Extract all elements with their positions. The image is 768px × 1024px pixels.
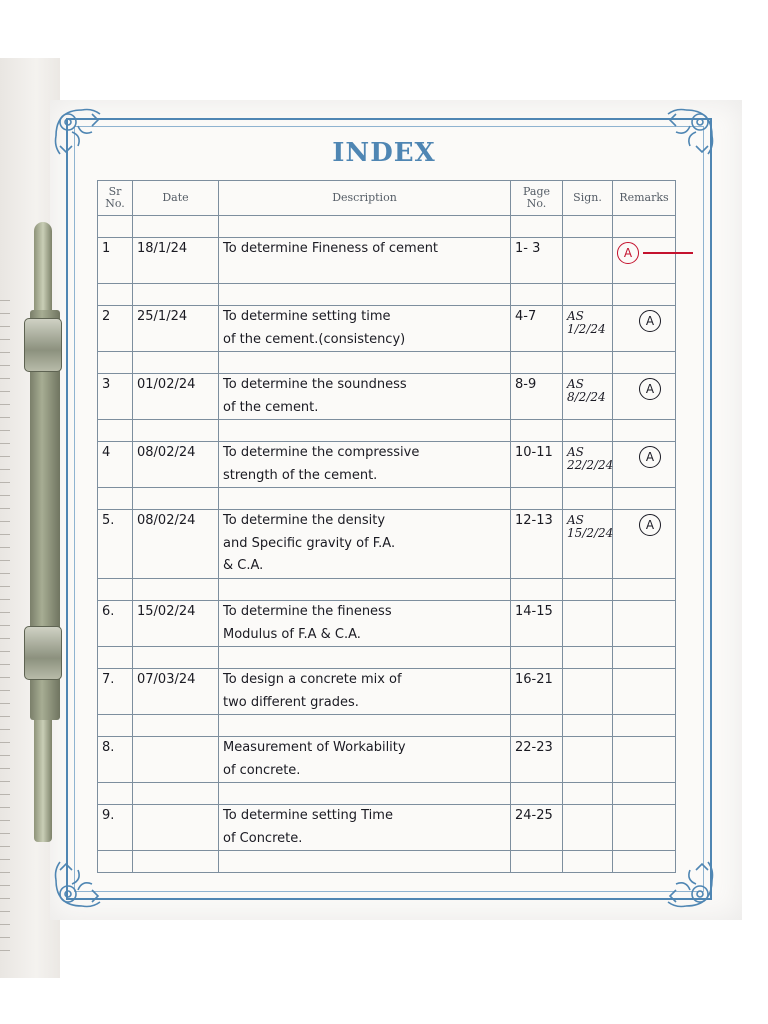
description-line: two different grades. <box>223 694 359 710</box>
header-sign: Sign. <box>563 181 613 216</box>
signature-initials: AS <box>567 377 584 391</box>
file-clip-clamp <box>24 626 62 680</box>
signature-date: 15/2/24 <box>567 526 614 540</box>
cell-remarks <box>613 442 676 488</box>
table-header-row <box>98 181 676 216</box>
remark-underline <box>643 252 693 254</box>
table-spacer-row <box>98 783 676 805</box>
cell-sr-no: 3 <box>98 374 133 420</box>
cell-sign <box>563 669 613 715</box>
cell-remarks <box>613 737 676 783</box>
cell-page-no: 22-23 <box>511 737 563 783</box>
cell-page-no: 4-7 <box>511 306 563 352</box>
table-row <box>98 374 676 420</box>
remark-grade-mark: A <box>639 514 661 536</box>
signature-date: 1/2/24 <box>567 322 606 336</box>
description-line: To determine the fineness <box>223 604 392 619</box>
table-row <box>98 601 676 647</box>
table-row <box>98 238 676 284</box>
cell-sign <box>563 601 613 647</box>
description-line: To determine Fineness of cement <box>223 241 439 256</box>
description-line: of the cement. <box>223 399 319 415</box>
signature-date: 22/2/24 <box>567 458 614 472</box>
cell-description <box>219 601 511 647</box>
cell-sign <box>563 238 613 284</box>
cell-page-no: 8-9 <box>511 374 563 420</box>
signature <box>567 446 613 472</box>
cell-remarks <box>613 601 676 647</box>
table-row <box>98 510 676 579</box>
signature-initials: AS <box>567 309 584 323</box>
cell-remarks <box>613 510 676 579</box>
cell-date <box>133 805 219 851</box>
remark-grade-mark: A <box>639 378 661 400</box>
cell-sr-no: 4 <box>98 442 133 488</box>
signature-initials: AS <box>567 445 584 459</box>
cell-sign <box>563 805 613 851</box>
table-spacer-row <box>98 579 676 601</box>
table-row <box>98 442 676 488</box>
background <box>0 0 768 60</box>
cell-description <box>219 306 511 352</box>
table-row <box>98 805 676 851</box>
description-line: of the cement.(consistency) <box>223 331 406 347</box>
cell-page-no: 10-11 <box>511 442 563 488</box>
cell-page-no: 12-13 <box>511 510 563 579</box>
cell-page-no: 16-21 <box>511 669 563 715</box>
cell-remarks <box>613 238 676 284</box>
cell-sr-no: 2 <box>98 306 133 352</box>
cell-description <box>219 510 511 579</box>
description-line: & C.A. <box>223 558 264 573</box>
table-spacer-row <box>98 715 676 737</box>
cell-date: 18/1/24 <box>133 238 219 284</box>
table-spacer-row <box>98 352 676 374</box>
cell-sr-no: 6. <box>98 601 133 647</box>
header-remarks: Remarks <box>613 181 676 216</box>
signature-date: 8/2/24 <box>567 390 606 404</box>
cell-page-no: 1- 3 <box>511 238 563 284</box>
cell-sign <box>563 737 613 783</box>
cell-date <box>133 737 219 783</box>
description-line: To determine the soundness <box>223 377 407 392</box>
table-row <box>98 737 676 783</box>
signature-initials: AS <box>567 513 584 527</box>
table-spacer-row <box>98 216 676 238</box>
cell-date: 08/02/24 <box>133 442 219 488</box>
cell-date: 07/03/24 <box>133 669 219 715</box>
description-line: Modulus of F.A & C.A. <box>223 626 361 642</box>
header-page-no: Page No. <box>511 181 563 216</box>
description-line: To determine setting time <box>223 309 391 324</box>
table-spacer-row <box>98 488 676 510</box>
signature <box>567 514 613 540</box>
description-line: To determine the compressive <box>223 445 420 460</box>
description-line: strength of the cement. <box>223 467 378 483</box>
signature <box>567 378 606 404</box>
cell-sr-no: 9. <box>98 805 133 851</box>
description-line: and Specific gravity of F.A. <box>223 535 396 551</box>
cell-description <box>219 238 511 284</box>
punched-holes <box>0 300 14 960</box>
description-line: To determine setting Time <box>223 808 393 823</box>
table-spacer-row <box>98 851 676 873</box>
cell-date: 08/02/24 <box>133 510 219 579</box>
cell-description <box>219 374 511 420</box>
cell-sign <box>563 306 613 352</box>
cell-page-no: 14-15 <box>511 601 563 647</box>
cell-sr-no: 8. <box>98 737 133 783</box>
cell-date: 15/02/24 <box>133 601 219 647</box>
signature <box>567 310 606 336</box>
cell-remarks <box>613 374 676 420</box>
cell-sr-no: 1 <box>98 238 133 284</box>
table-spacer-row <box>98 284 676 306</box>
description-line: Measurement of Workability <box>223 740 406 755</box>
cell-remarks <box>613 669 676 715</box>
header-date: Date <box>133 181 219 216</box>
table-row <box>98 306 676 352</box>
remark-grade-mark: A <box>617 242 639 264</box>
table-spacer-row <box>98 420 676 442</box>
cell-remarks <box>613 306 676 352</box>
cell-sign <box>563 510 613 579</box>
cell-date: 25/1/24 <box>133 306 219 352</box>
header-description: Description <box>219 181 511 216</box>
cell-sign <box>563 442 613 488</box>
cell-remarks <box>613 805 676 851</box>
cell-sr-no: 5. <box>98 510 133 579</box>
description-line: of concrete. <box>223 762 301 778</box>
cell-description <box>219 737 511 783</box>
cell-date: 01/02/24 <box>133 374 219 420</box>
cell-sr-no: 7. <box>98 669 133 715</box>
description-line: To design a concrete mix of <box>223 672 402 687</box>
table-row <box>98 669 676 715</box>
cell-page-no: 24-25 <box>511 805 563 851</box>
cell-description <box>219 442 511 488</box>
cell-description <box>219 805 511 851</box>
page-title: INDEX <box>332 138 436 168</box>
remark-grade-mark: A <box>639 310 661 332</box>
header-sr-no: Sr No. <box>98 181 133 216</box>
remark-grade-mark: A <box>639 446 661 468</box>
description-line: of Concrete. <box>223 830 303 846</box>
cell-sign <box>563 374 613 420</box>
table-spacer-row <box>98 647 676 669</box>
description-line: To determine the density <box>223 513 386 528</box>
index-table <box>97 180 676 873</box>
file-clip-clamp <box>24 318 62 372</box>
cell-description <box>219 669 511 715</box>
